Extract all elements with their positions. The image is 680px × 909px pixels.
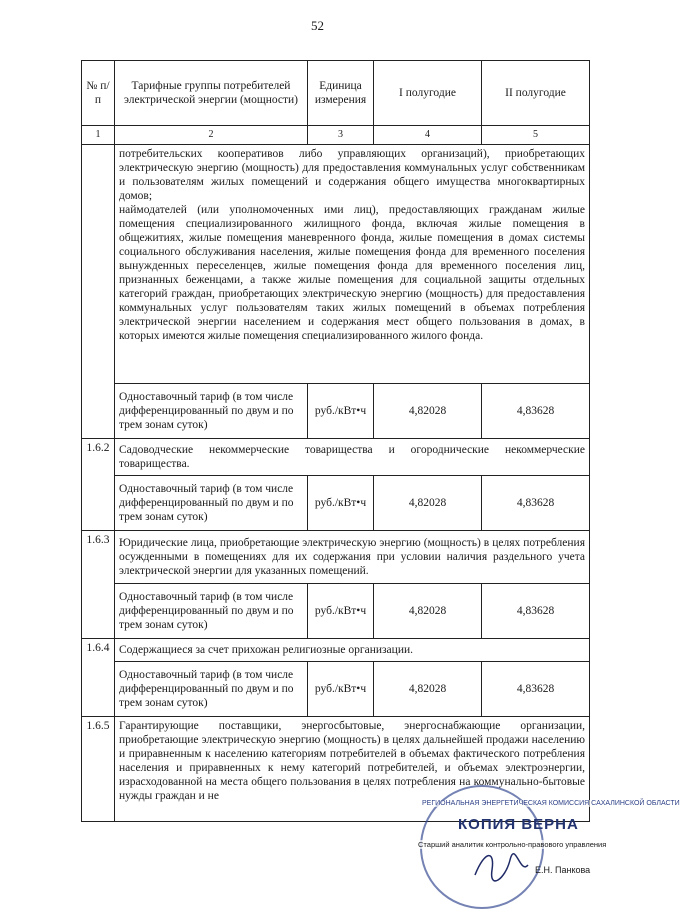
section-text: Юридические лица, приобретающие электрическую энергию (мощность) в целях потребления осужденными в помещениях для их содержания при условии наличия раздельного учета электрической энергии для указанных помещений.	[115, 531, 590, 584]
section-number: 1.6.4	[82, 639, 115, 717]
column-number-row	[82, 126, 590, 145]
column-number: 2	[115, 126, 308, 145]
tariff-row	[82, 662, 590, 717]
tariff-unit: руб./кВт•ч	[308, 384, 374, 439]
tariff-unit: руб./кВт•ч	[308, 662, 374, 717]
section-row	[82, 717, 590, 822]
tariff-h2-value: 4,83628	[482, 384, 590, 439]
tariff-label: Одноставочный тариф (в том числе дифференцированный по двум и по трем зонам суток)	[115, 662, 308, 717]
tariff-h1-value: 4,82028	[374, 384, 482, 439]
tariff-label: Одноставочный тариф (в том числе дифференцированный по двум и по трем зонам суток)	[115, 384, 308, 439]
column-number: 3	[308, 126, 374, 145]
tariff-row	[82, 584, 590, 639]
section-number: 1.6.5	[82, 717, 115, 822]
row-number-empty	[82, 145, 115, 439]
tariff-table	[81, 60, 590, 822]
stamp-copy-mark: КОПИЯ ВЕРНА	[458, 816, 579, 833]
tariff-h2-value: 4,83628	[482, 476, 590, 531]
header-col-groups: Тарифные группы потребителей электрической энергии (мощности)	[115, 61, 308, 126]
continuation-text: потребительских кооперативов либо управляющих организаций), приобретающих электрическую энергию (мощность) для предоставления коммунальных услуг собственникам и пользователям жилых помещений и содержания общего имущества многоквартирных домов; наймодателей (или уполномоченных ими лиц), предоставляющих гражданам жилые помещения специализированного жилищного фонда, включая жилые помещения в общежитиях, жилые помещения маневренного фонда, жилые помещения в домах системы социального обслуживания населения, жилые помещения фонда для временного поселения вынужденных переселенцев, жилые помещения фонда для временного поселения лиц, признанных беженцами, а также жилые помещения для социальной защиты отдельных категорий граждан, приобретающих электрическую энергию (мощность) для предоставления коммунальных услуг пользователям таких жилых помещений в объемах потребления электрической энергии населением и содержания мест общего пользования в домах, в которых имеются жилые помещения специализированного жилого фонда.	[115, 145, 590, 384]
tariff-label: Одноставочный тариф (в том числе дифференцированный по двум и по трем зонам суток)	[115, 476, 308, 531]
header-col-num: № п/п	[82, 61, 115, 126]
continuation-row	[82, 145, 590, 384]
tariff-label: Одноставочный тариф (в том числе дифференцированный по двум и по трем зонам суток)	[115, 584, 308, 639]
signature-icon	[470, 845, 530, 885]
stamp-signer: Е.Н. Панкова	[535, 865, 591, 875]
column-number: 4	[374, 126, 482, 145]
tariff-unit: руб./кВт•ч	[308, 584, 374, 639]
section-row	[82, 439, 590, 476]
stamp-org: РЕГИОНАЛЬНАЯ ЭНЕРГЕТИЧЕСКАЯ КОМИССИЯ САХАЛИНСКОЙ ОБЛАСТИ	[422, 800, 680, 807]
page-number: 52	[311, 18, 324, 33]
section-text: Содержащиеся за счет прихожан религиозные организации.	[115, 639, 590, 662]
tariff-row	[82, 476, 590, 531]
column-number: 5	[482, 126, 590, 145]
column-number: 1	[82, 126, 115, 145]
tariff-h1-value: 4,82028	[374, 662, 482, 717]
header-col-h2: II полугодие	[482, 61, 590, 126]
header-row	[82, 61, 590, 126]
tariff-h1-value: 4,82028	[374, 584, 482, 639]
tariff-unit: руб./кВт•ч	[308, 476, 374, 531]
tariff-row	[82, 384, 590, 439]
section-text: Гарантирующие поставщики, энергосбытовые, энергоснабжающие организации, приобретающие электрическую энергию (мощность) в целях дальнейшей продажи населению и приравненным к населению категориям потребителей в объемах фактического потребления населения и приравненных к нему категорий потребителей, и объемах электроэнергии, израсходованной на места общего пользования в целях потребления на коммунально-бытовые нужды граждан и не	[115, 717, 590, 822]
header-col-h1: I полугодие	[374, 61, 482, 126]
header-col-unit: Единица измерения	[308, 61, 374, 126]
section-number: 1.6.2	[82, 439, 115, 531]
section-text: Садоводческие некоммерческие товарищества и огороднические некоммерческие товарищества.	[115, 439, 590, 476]
stamp-position: Старший аналитик контрольно-правового управления	[418, 840, 607, 849]
section-row	[82, 639, 590, 662]
section-row	[82, 531, 590, 584]
section-number: 1.6.3	[82, 531, 115, 639]
tariff-h1-value: 4,82028	[374, 476, 482, 531]
tariff-h2-value: 4,83628	[482, 662, 590, 717]
tariff-h2-value: 4,83628	[482, 584, 590, 639]
